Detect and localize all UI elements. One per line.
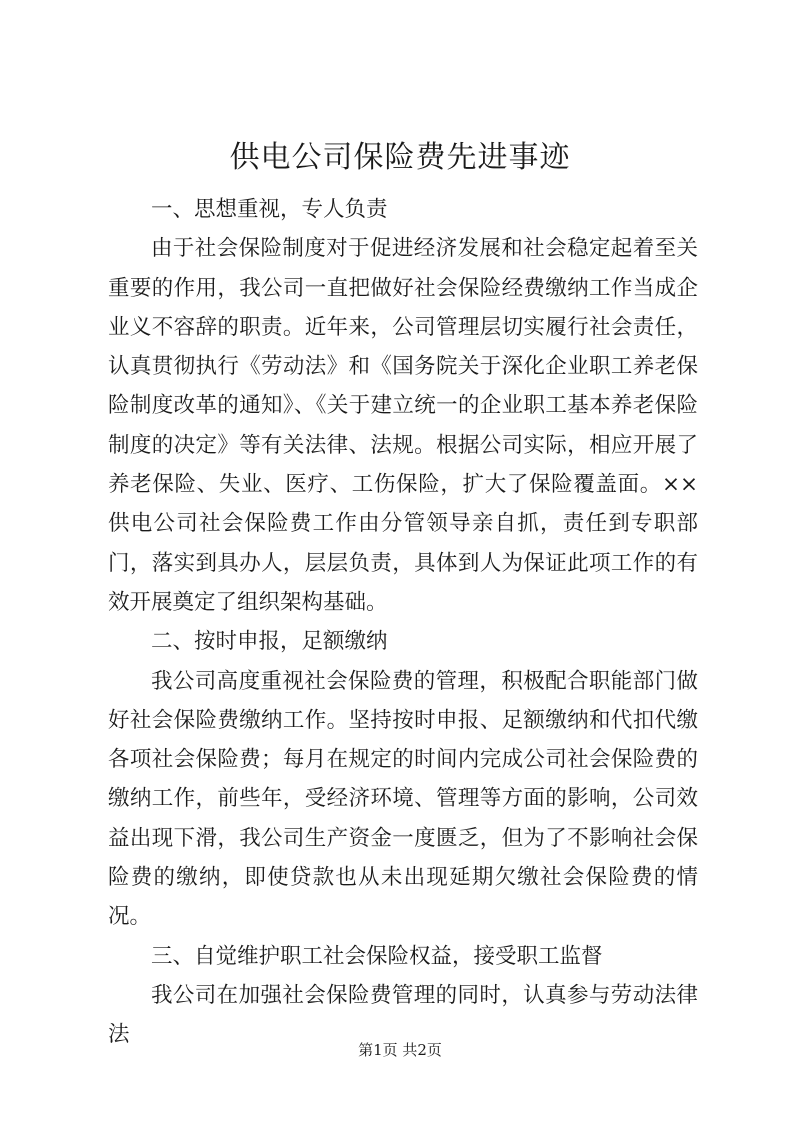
document-title: 供电公司保险费先进事迹 — [229, 140, 571, 175]
section-paragraph-2: 我公司高度重视社会保险费的管理，积极配合职能部门做好社会保险费缴纳工作。坚持按时申报、足额缴纳和代扣代缴各项社会保险费；每月在规定的时间内完成公司社会保险费的缴纳工作，前些年，受经济环境、管理等方面的影响，公司效益出现下滑，我公司生产资金一度匮乏，但为了不影响社会保险费的缴纳，即使贷款也从未出现延期欠缴社会保险费的情况。 — [108, 668, 698, 930]
section-heading-3: 三、自觉维护职工社会保险权益，接受职工监督 — [151, 943, 603, 969]
document-body — [108, 190, 698, 1055]
section-heading-1: 一、思想重视，专人负责 — [151, 197, 388, 222]
section-heading-2: 二、按时申报，足额缴纳 — [151, 629, 388, 655]
page-footer: 第1页 共2页 — [358, 1041, 442, 1059]
section-paragraph-3: 我公司在加强社会保险费管理的同时，认真参与劳动法律法 — [108, 982, 698, 1048]
section-paragraph-1: 由于社会保险制度对于促进经济发展和社会稳定起着至关重要的作用，我公司一直把做好社会保险经费缴纳工作当成企业义不容辞的职责。近年来，公司管理层切实履行社会责任，认真贯彻执行《劳动法》和《国务院关于深化企业职工养老保险制度改革的通知》、《关于建立统一的企业职工基本养老保险制度的决定》等有关法律、法规。根据公司实际，相应开展了养老保险、失业、医疗、工伤保险，扩大了保险覆盖面。××供电公司社会保险费工作由分管领导亲自抓，责任到专职部门，落实到具办人，层层负责，具体到人为保证此项工作的有效开展奠定了组织架构基础。 — [108, 236, 698, 615]
